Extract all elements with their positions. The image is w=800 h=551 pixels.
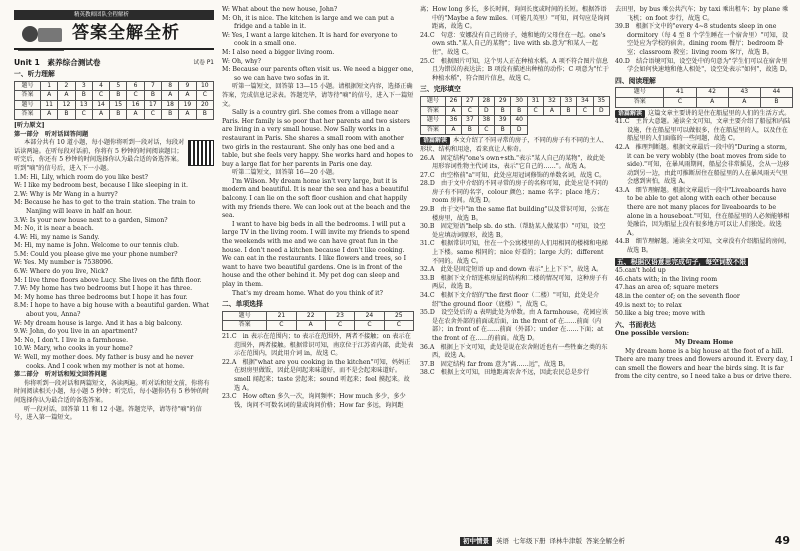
passage-a: Sally is a country girl. She comes from a village near Paris. Her family is so poor that her parents and two sisters are living in a very small house. Now Sally works in a restaurant in Paris. She shares a small room with another two girls in the restaurant. She only has one bed and a table, but she feels very happy. She works hard and hopes to buy a large flat for her parents in Paris one day. — [222, 109, 413, 168]
section-single-choice: 二、单项选择 — [222, 300, 263, 309]
table-cell: 8 — [162, 81, 179, 91]
table-cell: 33 — [560, 96, 576, 106]
list-item: 34.C 根据下文介绍的"the first floor（二楼）"可知，此处是介绍"the ground floor（底楼）"，故选 C。 — [420, 292, 600, 308]
section-reading: 四、阅读理解 — [615, 76, 656, 85]
answer-header — [14, 8, 214, 56]
table-cell: B — [495, 106, 511, 116]
explanation-list — [615, 6, 793, 75]
answer-table-reading — [615, 87, 793, 107]
table-cell: 11 — [41, 100, 58, 110]
table-cell: 40 — [511, 116, 527, 126]
table-cell: C — [267, 321, 296, 331]
list-item: 24.C 句意：安娜没有自己的房子，她和她的父母住在一起。one's own sth."某人自己的某物"；live with sb.意为"和某人一起住"，故选 C。 — [420, 31, 606, 56]
table-cell: A — [445, 125, 461, 135]
table-cell: C — [664, 97, 696, 107]
table-cell: 5 — [110, 81, 127, 91]
table-cell: 6 — [127, 81, 144, 91]
explanation-list — [420, 6, 610, 83]
table-cell: 25 — [384, 311, 413, 321]
list-item: 47.has an area of; square meters — [615, 284, 719, 292]
header-rule — [14, 48, 214, 50]
table-cell: A — [127, 110, 144, 120]
table-cell: C — [527, 106, 543, 116]
section-sentence-completion: 五、根据汉语意思完成句子，每空词数不限 — [617, 257, 747, 266]
list-item: 离；How long 多长，多长时间，询问长度或时间的长短。根据答语中的"Maybe a few miles.（可能几英里）"可知，问句应是询问距离，故选 C。 — [420, 6, 610, 31]
list-item: 23.C How often 多久一次，询问频率；How much 多少，多少钱，询问不可数名词的量或询问价格；How far 多远，询问距 — [222, 393, 406, 409]
explanation-list — [420, 155, 610, 378]
footer-subject: 英语 — [496, 537, 509, 546]
table-cell: 14 — [92, 100, 109, 110]
page-footer — [460, 534, 790, 548]
table-cell: 44 — [760, 88, 792, 98]
section-cloze: 三、完形填空 — [420, 85, 461, 94]
list-item: 8.M: I hope to have a big house with a beautiful garden. What about you, Anna? — [14, 302, 210, 319]
passage-b-intro: 听第二篇短文，回答第 16—20 小题。 — [232, 169, 339, 177]
list-item: 40.D 结合语境可知，设空处中的句意为"学生们可以在宿舍里学会如何快速地和他人相处"，设空处表示"如何"，故选 D。 — [615, 57, 791, 74]
table-cell: 43 — [728, 88, 760, 98]
list-item: 27.C 由空格前"a"可知，此处应用冠词修饰的单数名词，故选 C。 — [420, 171, 606, 179]
row-header-cell: 题号 — [223, 311, 267, 321]
unit-heading — [14, 58, 214, 68]
table-cell: B — [760, 97, 792, 107]
table-cell: A — [696, 97, 728, 107]
answer-table-cloze — [420, 96, 610, 135]
table-cell: 20 — [196, 100, 213, 110]
list-item: 2.W: Why is Mr Wang in a hurry? — [14, 190, 118, 198]
list-item: 7.W: My home has two bedrooms but I hope it has three. — [14, 285, 193, 293]
list-item: 6.W: Where do you live, Nick? — [14, 268, 109, 276]
table-row — [421, 125, 610, 135]
passage-intro — [420, 137, 610, 154]
list-item: 9.W: John, do you live in an apartment? — [14, 328, 138, 336]
column-4 — [615, 0, 793, 551]
table-cell: C — [577, 106, 593, 116]
table-cell: B — [144, 91, 161, 101]
list-item: W: Well, my mother does. My father is busy and he never cooks. And I cook when my mother is not at home. — [14, 354, 194, 370]
list-item: 21.C in 表示在范围内；to 表示在范围外，两者不接触；on 表示在范围外，两者接触。根据常识可知，南京位于江苏省内部，此处表示在范围内，因此用介词 in，故选 C。 — [222, 332, 414, 358]
table-cell: 4 — [92, 81, 109, 91]
table-cell: 15 — [110, 100, 127, 110]
table-cell: C — [144, 110, 161, 120]
list-item: W: Oh, why? — [222, 57, 261, 65]
list-item: W: I like my bedroom best, because I like sleeping in it. — [14, 182, 188, 190]
table-cell: 42 — [696, 88, 728, 98]
list-item: 39.B 根据下文中的"every 4~8 students sleep in one dormitory（每 4 至 8 个学生睡在一个宿舍里）"可知，设空处应为学校的宿舍。dining room 餐厅；bedroom 卧室；classroom 教室；living room 客厅，故选 B。 — [615, 23, 789, 56]
list-item: 37.B 固定结构 far from 意为"离……远"，故选 B。 — [420, 360, 570, 368]
essay-title: My Dream Home — [674, 338, 734, 346]
table-row — [421, 106, 610, 116]
list-item: 36.A 根据上下文可知，此处是说在农舍附近也有一些牲畜之类的东西，故选 A。 — [420, 343, 608, 360]
row-header-cell: 答案 — [15, 91, 41, 101]
list-item: 44.B 细节理解题。通读全文可知，文章没有介绍船屋的房间，故选 B。 — [615, 238, 791, 255]
footer-brand: 初中情景 — [460, 537, 492, 546]
list-item: 49.is next to; to relax — [615, 301, 682, 309]
table-cell: 18 — [162, 100, 179, 110]
completion-list — [615, 267, 793, 319]
list-item: M: Because our parents often visit us. We need a bigger one, so we can have two sofas in it. — [222, 66, 414, 82]
list-item: 4.W: Hi, my name is Sandy. — [14, 233, 100, 241]
table-cell: B — [560, 106, 576, 116]
list-item: M: I live three floors above Lucy. She lives on the fifth floor. — [14, 276, 202, 284]
column-2 — [222, 0, 414, 551]
table-cell: B — [196, 110, 213, 120]
table-cell: C — [478, 125, 494, 135]
table-cell: 37 — [462, 116, 478, 126]
table-cell: C — [384, 321, 413, 331]
table-row — [421, 116, 610, 126]
intro-text: 本文介绍了不同寻常的房子，不同的房子有不同的主人、形状、结构和用途，看来真让人称奇。 — [420, 137, 608, 153]
part2-intro: 你将听到一段对话和两篇短文，各读两遍。听对话和短文前，你将有时间阅读相关小题，每小题 5 秒钟；听完后，每小题你仍有 5 秒钟的时间选择你认为最合适的备选答案。 — [14, 379, 210, 404]
list-item: 22.A 根据"what are you cooking in the kitchen"可知，妈妈正在厨房里做饭，因此是问起来味道好，而不是会起来味道好。smell 闻起来；taste 尝起来；sound 听起来；feel 摸起来。故选 A。 — [222, 358, 411, 392]
table-cell: 34 — [577, 96, 593, 106]
table-row — [223, 321, 414, 331]
table-cell: A — [41, 110, 58, 120]
table-cell: B — [462, 125, 478, 135]
table-cell: 39 — [495, 116, 511, 126]
table-cell: A — [162, 91, 179, 101]
page-number: 49 — [774, 534, 790, 548]
qr-code-icon — [188, 140, 214, 166]
table-cell: B — [75, 91, 92, 101]
intro-badge: 语篇解读 — [615, 110, 645, 118]
list-item: M: No, I don't. I live in a farmhouse. — [14, 336, 129, 344]
table-cell: C — [92, 91, 109, 101]
row-header-cell: 题号 — [421, 116, 446, 126]
list-item: 32.A 此处是固定短语 up and down 表示"上上下下"，故选 A。 — [420, 266, 603, 274]
essay-body: My dream home is a big house at the foot of a hill. There are many trees and flowers around it. Every day, I can smell the flowers and hear the birds sing. It is far from the city centre, so I need take a bus or drive there. — [615, 347, 793, 381]
list-item: 41.C 主旨大意题。通读全文可知，文章主要介绍了船屋和内陆设施，住在船屋里可以做很多，住在船屋里的人，以及住在船屋里的人们面临的一些问题，故选 C。 — [615, 118, 791, 143]
table-row — [616, 88, 793, 98]
table-cell: A — [296, 321, 325, 331]
list-item: M: I also need a bigger living room. — [222, 48, 335, 56]
table-cell: 10 — [196, 81, 213, 91]
list-item: M: Because he has to get to the train station. The train to Nanjing will leave in half an hour. — [14, 199, 196, 215]
list-item: M: No, it is near a beach. — [14, 225, 94, 233]
passage-intro — [615, 110, 793, 119]
table-row — [15, 100, 214, 110]
footer-book: 答案全解全析 — [586, 537, 625, 546]
table-row — [15, 110, 214, 120]
table-cell: 13 — [75, 100, 92, 110]
table-cell: C — [196, 91, 213, 101]
table-cell: 17 — [144, 100, 161, 110]
table-cell: A — [92, 110, 109, 120]
list-item: 3.W: Is your new house next to a garden, Simon? — [14, 216, 168, 224]
row-header-cell: 答案 — [223, 321, 267, 331]
section-listening: 一、听力理解 — [14, 70, 55, 78]
table-cell: 28 — [478, 96, 494, 106]
row-header-cell: 答案 — [616, 97, 664, 107]
explanation-list — [615, 118, 793, 256]
unit-title: Unit 1 素养综合测试卷 — [14, 58, 101, 67]
intro-text: 这篇文章主要讲的是住在船屋里的人们的生活方式。 — [648, 109, 791, 117]
row-header-cell: 答案 — [421, 125, 446, 135]
header-stripe: 精英教师团队全程解析 — [14, 10, 214, 20]
table-cell: 26 — [445, 96, 461, 106]
list-item: W: What about the new house, John? — [222, 6, 338, 13]
table-cell: A — [445, 106, 461, 116]
explanation-list — [222, 333, 414, 410]
table-row — [15, 91, 214, 101]
table-row — [223, 311, 414, 321]
unit-page-label: 试卷 — [193, 60, 205, 66]
list-item: W: Yes. My number is 7538096. — [14, 259, 114, 267]
list-item: M: My home has three bedrooms but I hope it has four. — [14, 293, 188, 301]
passage-d: That's my dream home. What do you think of it? — [232, 289, 383, 297]
list-item: 45.can't hold up — [615, 267, 666, 275]
list-item: W: Yes, I want a large kitchen. It is hard for everyone to cook in a small one. — [222, 31, 398, 48]
column-3 — [420, 0, 610, 551]
table-cell: 27 — [462, 96, 478, 106]
footer-grade: 七年级下册 — [513, 537, 546, 546]
table-cell: 2 — [58, 81, 75, 91]
table-cell: C — [462, 106, 478, 116]
part1-intro: 本部分共有 10 道小题，每小题你将听到一段对话，每段对话读两遍。在听每段对话前，你将有 5 秒钟的时间阅读题目；听完后，你还有 5 秒钟的时间选择你认为最合适的备选答案。听到"嘀"的信号后，进入下一小题。 — [14, 139, 185, 172]
table-cell: A — [544, 106, 560, 116]
table-cell: 31 — [527, 96, 543, 106]
sample-label: One possible version: — [615, 330, 690, 338]
list-item: 42.A 推理判断题。根据文章最后一段中的"During a storm, it can be very wobbly (the boat moves from side to side)."可知，在暴风雨期间，船屋会非常摇晃，会从一边移动到另一边，由此可推断居住在船屋里的人在暴风雨天气里会感到害怕，故选 A。 — [615, 143, 790, 186]
table-cell: A — [179, 91, 196, 101]
table-cell: B — [511, 106, 527, 116]
table-cell: B — [162, 110, 179, 120]
list-item: 31.C 根据常识可知，住在一个公寓楼里的人们用相同的楼梯和电梯上下楼。same 相同的；nice 好看的；large 大的；different 不同的。故选 C。 — [420, 240, 608, 265]
passage-b: I'm Wilson. My dream home isn't very large, but it is modern and beautiful. It is near the sea and has a beautiful balcony. I can lie on the soft floor cushion and chat happily with my friends there. We can look out at the beach and the sea. — [222, 177, 411, 220]
list-item: 28.D 由于文中介绍的不同寻常的房子的名称可知，此处应是不同的房子有不同的名字，colour 颜色；name 名字；place 地方；room 房间。故选 D。 — [420, 180, 609, 205]
table-cell: 23 — [325, 311, 354, 321]
table-cell: 32 — [544, 96, 560, 106]
table-cell: 22 — [296, 311, 325, 321]
list-item: 去田里，by bus 乘公共汽车；by taxi 乘出租车；by plane 乘飞机；on foot 步行，故选 C。 — [615, 6, 789, 22]
unit-page-number: P1 — [206, 60, 214, 66]
table-cell: A — [41, 91, 58, 101]
row-header-cell: 答案 — [421, 106, 446, 116]
table-cell: 3 — [75, 81, 92, 91]
table-cell: 7 — [144, 81, 161, 91]
part1-title: 第一部分 听对话回答问题 — [14, 130, 89, 138]
table-cell: B — [495, 125, 511, 135]
table-cell: 29 — [495, 96, 511, 106]
passage-c: I want to have big beds in all the bedrooms. I will put a large TV in the living room. I will invite my friends to spend the weekends with me and we can have great fun in the house. I don't need a kitchen because I don't like cooking. We can eat in the restaurants. I like flowers and trees, so I want to have two beautiful gardens. One is in front of the house and the other behind it. My pet dog can sleep and play in them. — [222, 220, 410, 288]
column-1 — [14, 0, 214, 551]
answer-table-single-choice — [222, 311, 414, 331]
list-item: 1.M: Hi, Lily, which room do you like best? — [14, 173, 148, 181]
list-item: M: Oh, it is nice. The kitchen is large and we can put a fridge and a table in it. — [222, 14, 395, 31]
table-cell: 12 — [58, 100, 75, 110]
page-title: 答案全解全析 — [72, 23, 180, 43]
table-cell: C — [355, 321, 384, 331]
list-item: 48.in the center of; on the seventh floor — [615, 293, 740, 300]
table-cell: C — [75, 110, 92, 120]
table-cell: B — [58, 110, 75, 120]
table-cell: 19 — [179, 100, 196, 110]
table-cell: D — [511, 125, 527, 135]
list-item: 26.A 固定结构"one's own+sth."表示"某人自己的某物"，故此处用形容词性物主代词 its，表示"它自己的……"。故选 A。 — [420, 154, 606, 171]
table-cell: 35 — [593, 96, 609, 106]
list-item: 29.B 由于文中"in the same flat building"以及常识可知，公寓在楼房里，故选 B。 — [420, 206, 610, 222]
row-header-cell: 题号 — [421, 96, 446, 106]
table-cell: 21 — [267, 311, 296, 321]
section-writing: 六、书面表达 — [615, 320, 656, 329]
table-cell: A — [58, 91, 75, 101]
table-cell: A — [179, 110, 196, 120]
intro-badge: 语篇解读 — [420, 137, 450, 145]
list-item: 35.D 设空处后的 a 表明此处为单数。由 A farmhouse，花园应该是在农舍外部的前面或后面，in the front of 在……前面（内部）；in front of 在……前面（外部）；under 在……下面；at the front of 在……的前面。故选 D。 — [420, 309, 608, 342]
table-cell: C — [325, 321, 354, 331]
list-item: 50.like a big tree; move with — [615, 310, 705, 318]
list-item: 46.chats with; in the living room — [615, 275, 718, 283]
row-header-cell: 题号 — [616, 88, 664, 98]
table-cell: 9 — [179, 81, 196, 91]
passage-a-intro: 听第一篇短文，回答第 13—15 小题。请根据短文内容，选择正确答案，完成信息记录表。答题完毕，请等待"嘀"的信号，进入下一篇短文。 — [222, 83, 414, 108]
table-cell: 36 — [445, 116, 461, 126]
list-item: 43.A 细节理解题。根据文章最后一段中"Liveaboards have to be able to get along with each other because there are not many places for liveaboards to be alone in a houseboat."可知，住在船屋里的人必须能够相处融洽，因为船屋上没有很多地方可以让人们独处。故选 A。 — [615, 186, 790, 237]
table-cell: 1 — [41, 81, 58, 91]
part2-title: 第二部分 听对话和短文回答问题 — [14, 371, 107, 379]
dialogue-list — [222, 6, 414, 83]
table-row — [421, 96, 610, 106]
part2-question: 听一段对话，回答第 11 和 12 小题。答题完毕，请等待"嘀"的信号，进入第一篇短文。 — [14, 405, 202, 422]
list-item: 5.M: Could you please give me your phone number? — [14, 250, 178, 258]
table-row — [616, 97, 793, 107]
table-cell: B — [110, 91, 127, 101]
list-item: M: Hi, my name is John. Welcome to our tennis club. — [14, 242, 180, 250]
list-item: 30.B 固定短语"help sb. do sth.（帮助某人做某事）"可知，设空处应填动词原形，故选 B。 — [420, 223, 606, 239]
table-cell: 30 — [511, 96, 527, 106]
table-cell: B — [110, 110, 127, 120]
row-header-cell: 题号 — [15, 81, 41, 91]
row-header-cell: 题号 — [15, 100, 41, 110]
list-item: 10.W: Mary, who cooks in your home? — [14, 345, 133, 353]
list-item: 33.B 根据下文介绍连栋房屋的结构和二楼的情况可知，这种房子有两层，故选 B。 — [420, 274, 608, 291]
table-cell: A — [728, 97, 760, 107]
table-cell: 38 — [478, 116, 494, 126]
list-item: 38.C 根据上文可知，田地距离农舍不远，因此农民总是步行 — [420, 369, 590, 377]
table-cell: 24 — [355, 311, 384, 321]
table-row — [15, 81, 214, 91]
list-item: 25.C 根据图片可知，这个男人正在种植水稻。A 项不符合图片信息且为错误的表达法；B 项没有描述出种植的动作；C 项意为"忙于种植水稻"，符合图片信息，故选 C。 — [420, 57, 609, 82]
table-cell: D — [478, 106, 494, 116]
table-cell: C — [127, 91, 144, 101]
footer-edition: 译林牛津版 — [549, 537, 582, 546]
answer-table-listening — [14, 81, 214, 120]
list-item: W: My dream house is large. And it has a big balcony. — [14, 319, 183, 327]
table-cell: D — [593, 106, 609, 116]
table-cell: 16 — [127, 100, 144, 110]
row-header-cell: 答案 — [15, 110, 41, 120]
dialogue-list — [14, 174, 214, 372]
table-cell: 41 — [664, 88, 696, 98]
script-title: [听力原文] — [14, 121, 45, 129]
